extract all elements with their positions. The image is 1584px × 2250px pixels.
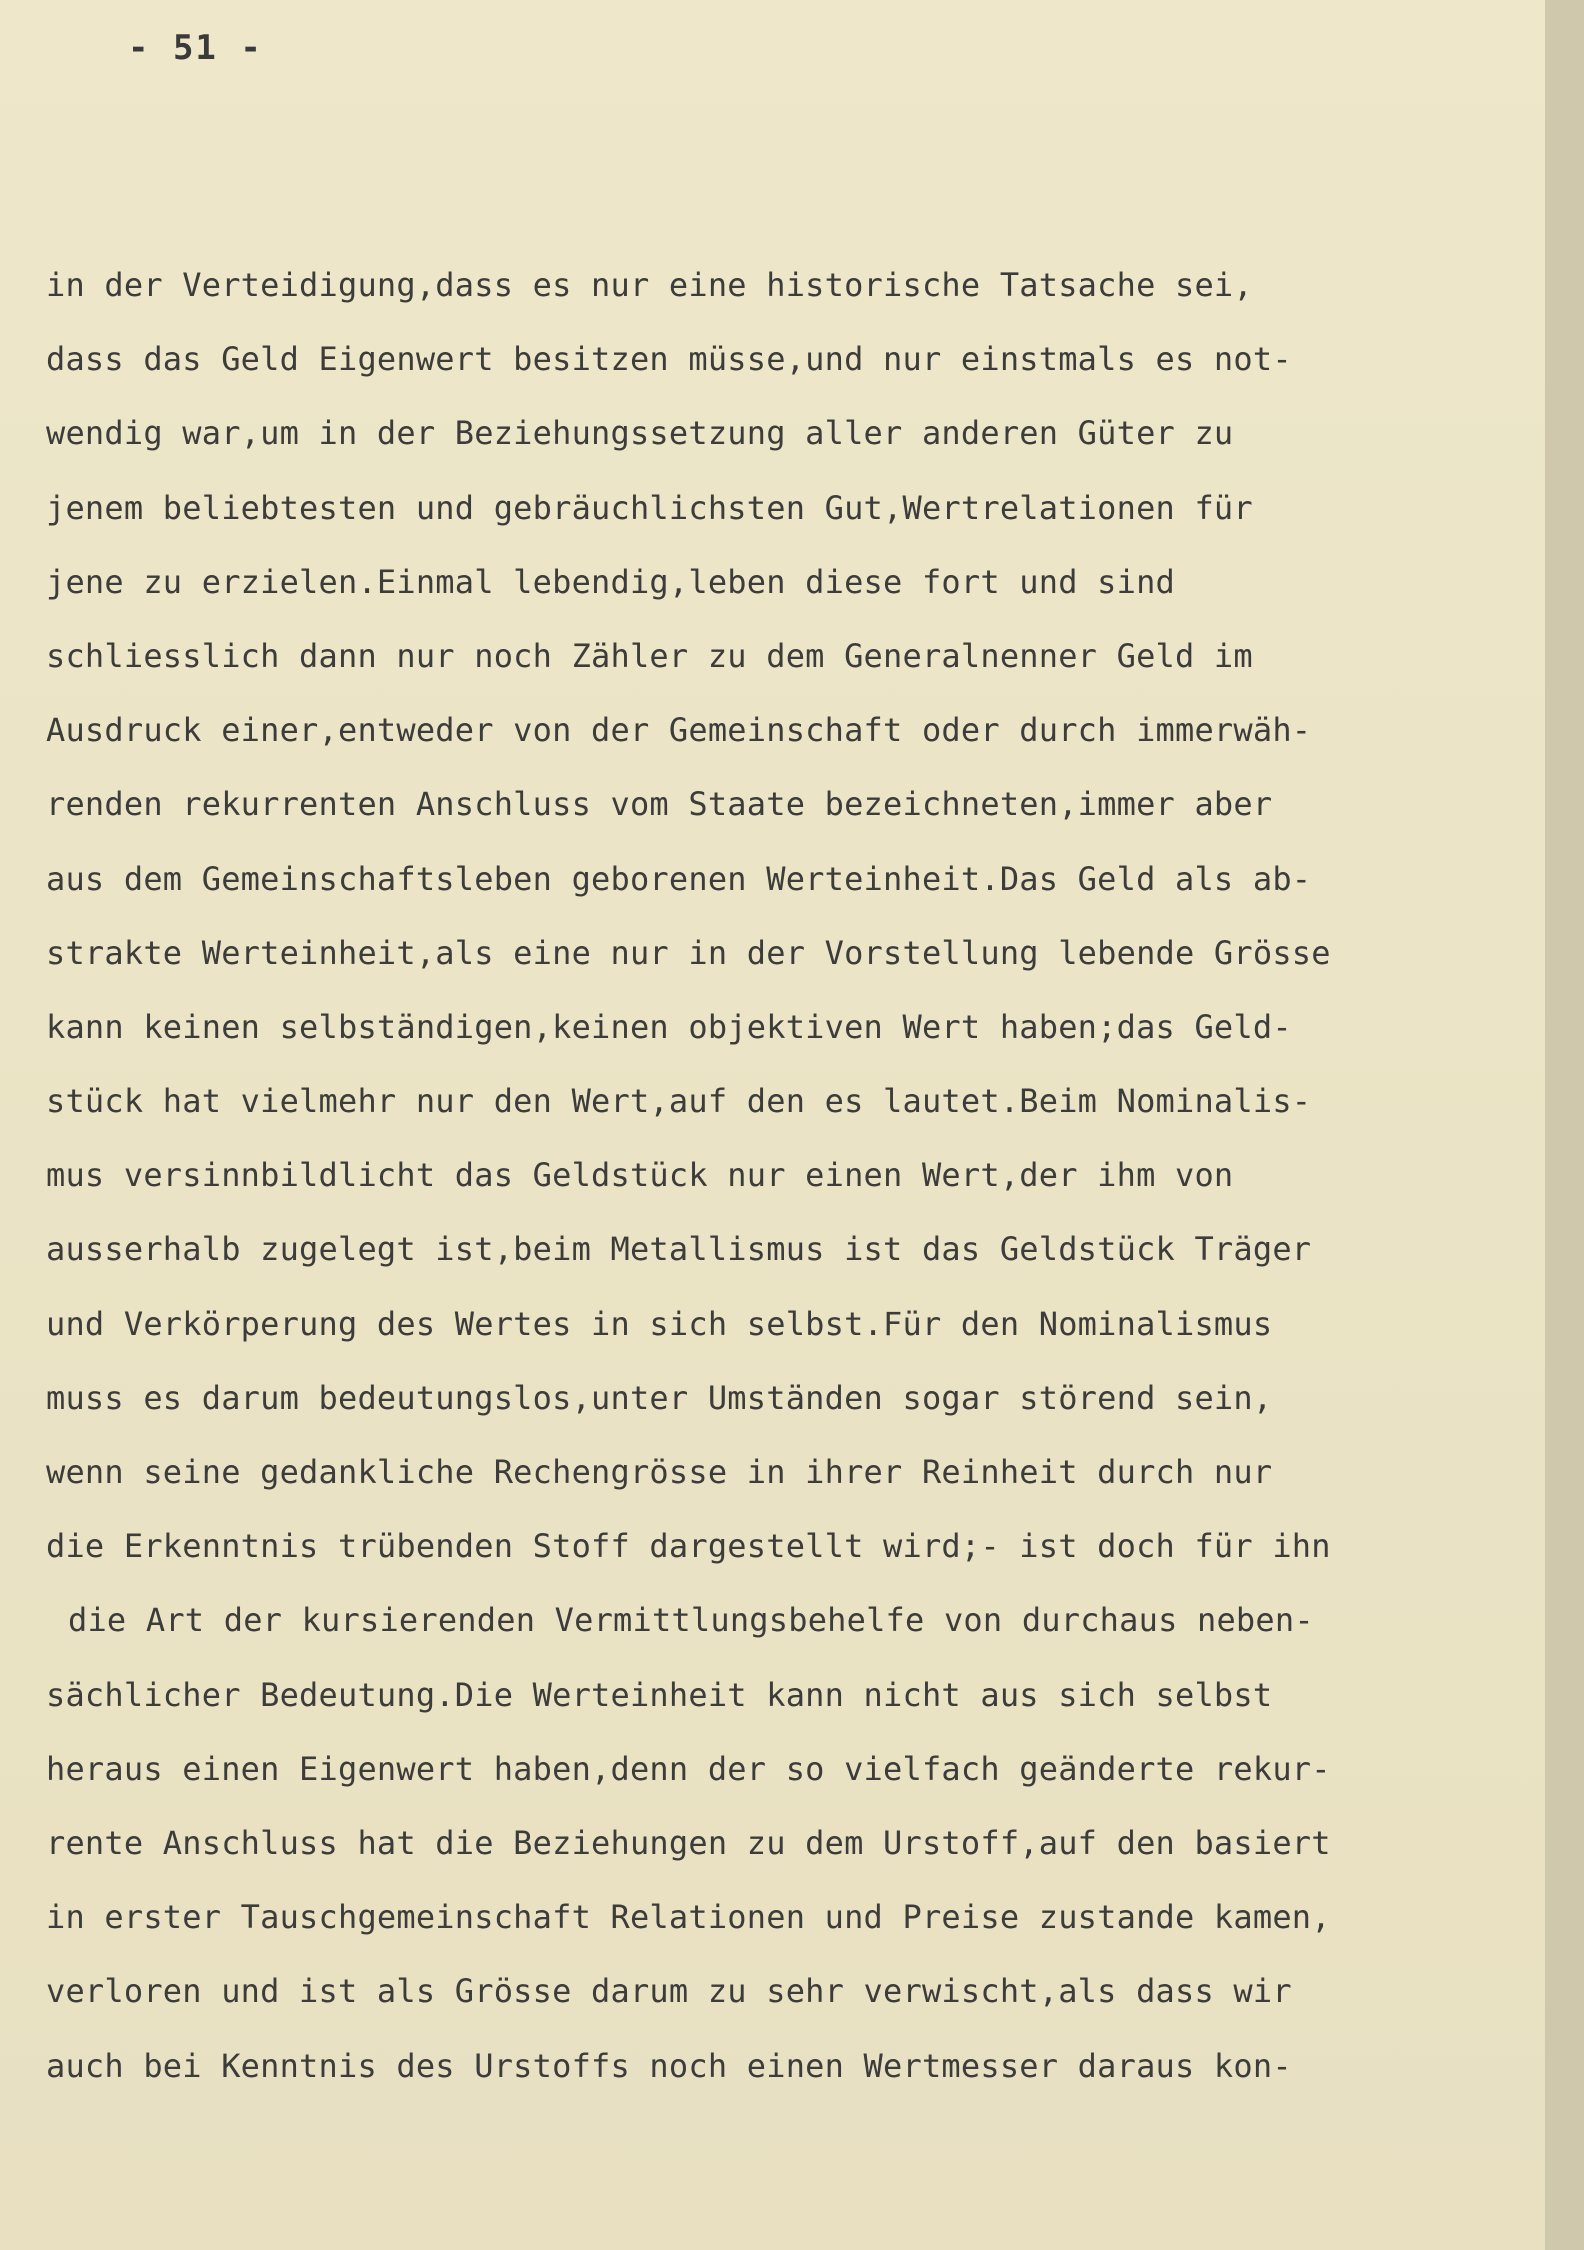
text-line: kann keinen selbständigen,keinen objektiven Wert haben;das Geld-	[46, 1007, 1292, 1046]
text-line: verloren und ist als Grösse darum zu sehr verwischt,als dass wir	[46, 1972, 1292, 2011]
text-line: dass das Geld Eigenwert besitzen müsse,und nur einstmals es not-	[46, 340, 1292, 379]
text-line: rente Anschluss hat die Beziehungen zu dem Urstoff,auf den basiert	[46, 1823, 1331, 1862]
text-line: muss es darum bedeutungslos,unter Umständen sogar störend sein,	[46, 1378, 1273, 1417]
text-line: in der Verteidigung,dass es nur eine historische Tatsache sei,	[46, 266, 1253, 304]
text-line: stück hat vielmehr nur den Wert,auf den es lautet.Beim Nominalis-	[46, 1082, 1312, 1121]
text-line: Ausdruck einer,entweder von der Gemeinschaft oder durch immerwäh-	[46, 711, 1312, 750]
page-number: - 51 -	[128, 28, 263, 68]
text-line: ausserhalb zugelegt ist,beim Metallismus ist das Geldstück Träger	[46, 1230, 1312, 1269]
text-line: schliesslich dann nur noch Zähler zu dem Generalnenner Geld im	[46, 636, 1253, 675]
text-line: die Art der kursierenden Vermittlungsbehelfe von durchaus neben-	[68, 1601, 1314, 1640]
text-line: mus versinnbildlicht das Geldstück nur einen Wert,der ihm von	[46, 1156, 1234, 1195]
text-line: jene zu erzielen.Einmal lebendig,leben diese fort und sind	[46, 562, 1176, 601]
text-line: die Erkenntnis trübenden Stoff dargestellt wird;- ist doch für ihn	[46, 1527, 1331, 1566]
text-line: wenn seine gedankliche Rechengrösse in ihrer Reinheit durch nur	[46, 1453, 1273, 1491]
text-line: auch bei Kenntnis des Urstoffs noch einen Wertmesser daraus kon-	[46, 2046, 1292, 2085]
text-line: wendig war,um in der Beziehungssetzung aller anderen Güter zu	[46, 414, 1234, 453]
text-line: strakte Werteinheit,als eine nur in der Vorstellung lebende Grösse	[46, 933, 1331, 972]
text-line: renden rekurrenten Anschluss vom Staate bezeichneten,immer aber	[46, 785, 1273, 824]
text-line: in erster Tauschgemeinschaft Relationen und Preise zustande kamen,	[46, 1898, 1331, 1937]
text-line: jenem beliebtesten und gebräuchlichsten Gut,Wertrelationen für	[46, 488, 1253, 527]
text-line: aus dem Gemeinschaftsleben geborenen Werteinheit.Das Geld als ab-	[46, 859, 1312, 898]
scan-border	[1545, 0, 1584, 2250]
body-text	[46, 248, 1526, 2103]
text-line: sächlicher Bedeutung.Die Werteinheit kann nicht aus sich selbst	[46, 1675, 1273, 1714]
text-line: und Verkörperung des Wertes in sich selbst.Für den Nominalismus	[46, 1304, 1273, 1343]
text-line: heraus einen Eigenwert haben,denn der so vielfach geänderte rekur-	[46, 1749, 1331, 1788]
